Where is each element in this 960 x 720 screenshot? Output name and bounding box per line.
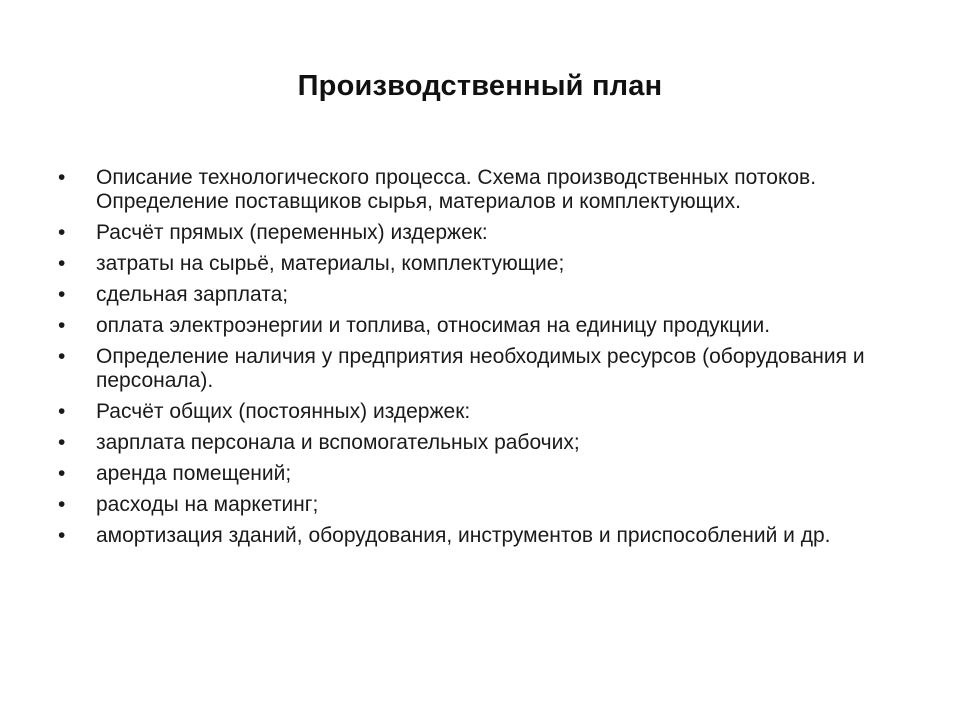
bullet-list (58, 166, 908, 555)
list-item-text: амортизация зданий, оборудования, инструментов и приспособлений и др. (96, 524, 831, 547)
list-item (58, 252, 908, 276)
bullet-icon: • (58, 345, 66, 368)
bullet-icon: • (58, 221, 66, 244)
list-item-text: Расчёт прямых (переменных) издержек: (96, 221, 488, 244)
list-item-text: зарплата персонала и вспомогательных рабочих; (96, 431, 580, 454)
list-item (58, 221, 908, 245)
list-item-text: аренда помещений; (96, 462, 292, 485)
slide-title: Производственный план (297, 70, 663, 102)
list-item (58, 431, 908, 455)
list-item (58, 166, 908, 214)
list-item (58, 314, 908, 338)
bullet-icon: • (58, 283, 66, 306)
bullet-icon: • (58, 524, 66, 547)
list-item-text: затраты на сырьё, материалы, комплектующие; (96, 252, 565, 275)
bullet-icon: • (58, 431, 66, 454)
bullet-icon: • (58, 493, 66, 516)
list-item-text: сдельная зарплата; (96, 283, 289, 306)
list-item (58, 524, 908, 548)
bullet-icon: • (58, 166, 66, 189)
bullet-icon: • (58, 252, 66, 275)
bullet-icon: • (58, 314, 66, 337)
list-item (58, 400, 908, 424)
list-item-text: расходы на маркетинг; (96, 493, 319, 516)
list-item (58, 462, 908, 486)
list-item-text: Описание технологического процесса. Схема производственных потоков. Определение поставщиков сырья, материалов и комплектующих. (96, 166, 817, 213)
list-item-text: Расчёт общих (постоянных) издержек: (96, 400, 471, 423)
bullet-icon: • (58, 462, 66, 485)
list-item (58, 493, 908, 517)
list-item (58, 345, 908, 393)
list-item-text: Определение наличия у предприятия необходимых ресурсов (оборудования и персонала). (96, 345, 865, 392)
list-item (58, 283, 908, 307)
list-item-text: оплата электроэнергии и топлива, относимая на единицу продукции. (96, 314, 771, 337)
bullet-icon: • (58, 400, 66, 423)
